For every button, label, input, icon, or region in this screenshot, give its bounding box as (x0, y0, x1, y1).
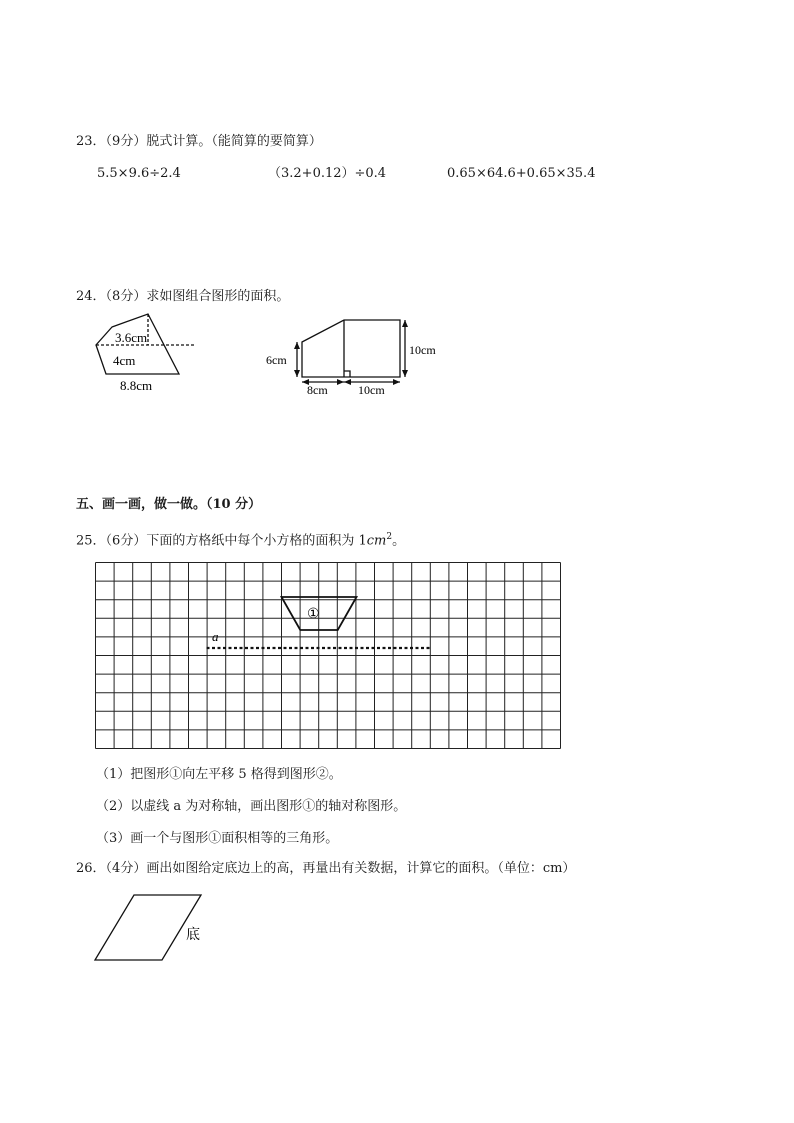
q23-expression-2: （3.2+0.12）÷0.4 (268, 166, 387, 181)
q25-sub-2: （2）以虚线 a 为对称轴，画出图形①的轴对称图形。 (96, 799, 407, 814)
q25-title (76, 529, 405, 549)
q26-parallelogram (90, 890, 210, 965)
q24-figure-trapezoid-rectangle (260, 312, 445, 400)
label-right-height: 10cm (409, 343, 436, 357)
shape-1-label: ① (307, 607, 320, 622)
right-angle-mark (344, 371, 350, 377)
q23-title: 23．（9分）脱式计算。（能简算的要简算） (76, 134, 322, 149)
label-left-height: 6cm (266, 353, 287, 367)
q23-expression-1: 5.5×9.6÷2.4 (97, 166, 181, 181)
label-base-right: 10cm (358, 383, 385, 397)
composite-shape-outline (302, 320, 400, 377)
q24-title: 24．（8分）求如图组合图形的面积。 (76, 289, 290, 304)
q25-unit-exponent: 2 (386, 532, 393, 542)
q25-title-end: 。 (392, 533, 406, 549)
base-label: 底 (186, 928, 200, 943)
label-top-length: 3.6cm (115, 330, 148, 345)
section-5-title: 五、画一画，做一做。（10 分） (76, 497, 262, 512)
q25-unit: cm (366, 533, 387, 549)
q24-figure-trapezoid-triangle (85, 308, 195, 396)
q25-sub-3: （3）画一个与图形①面积相等的三角形。 (96, 831, 339, 846)
axis-a-label: a (212, 629, 219, 644)
label-base-left: 8cm (307, 383, 328, 397)
label-bottom-length: 8.8cm (120, 378, 153, 393)
q25-grid-paper[interactable] (94, 561, 562, 751)
q23-expression-3: 0.65×64.6+0.65×35.4 (447, 166, 596, 181)
q25-sub-1: （1）把图形①向左平移 5 格得到图形②。 (96, 767, 342, 782)
q25-title-text: 25．（6分）下面的方格纸中每个小方格的面积为 1 (76, 533, 367, 549)
q26-title: 26．（4分）画出如图给定底边上的高，再量出有关数据，计算它的面积。（单位：cm） (76, 861, 576, 876)
label-height: 4cm (113, 353, 136, 368)
